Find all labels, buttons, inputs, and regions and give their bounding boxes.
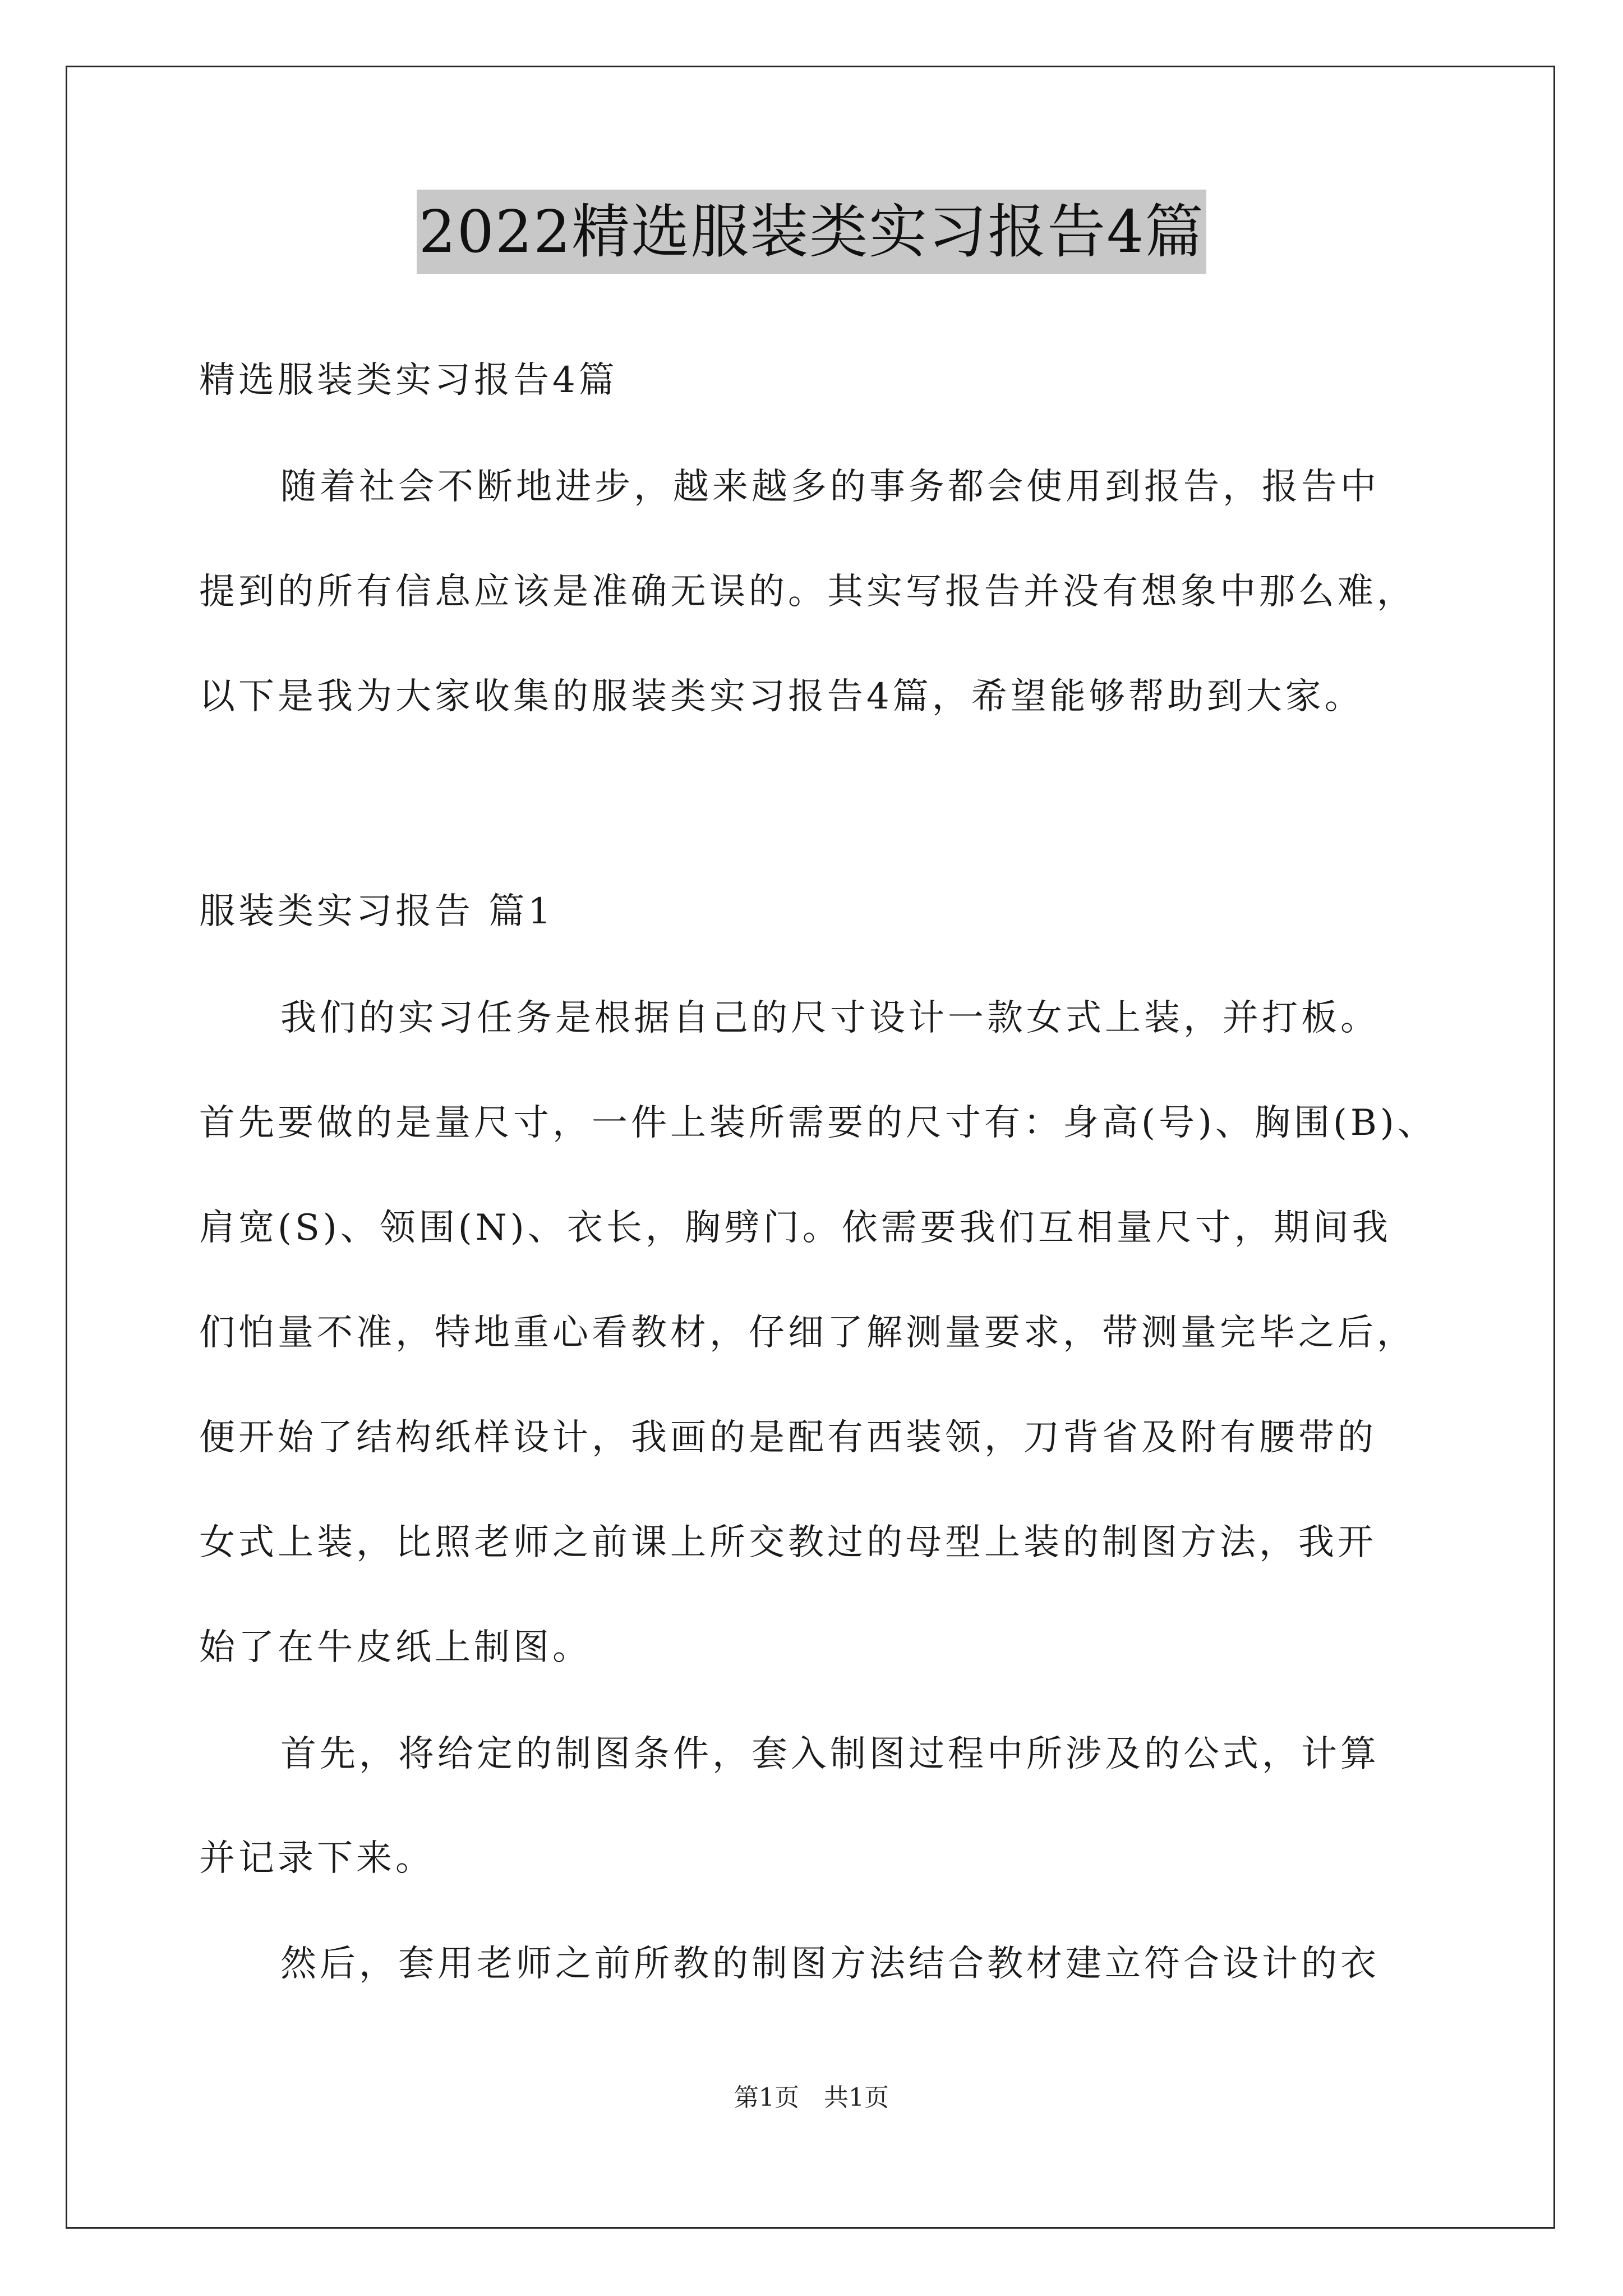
document-title: 2022精选服装类实习报告4篇	[417, 190, 1207, 274]
section1-line-10: 然后，套用老师之前所教的制图方法结合教材建立符合设计的衣	[280, 1943, 1380, 1985]
section1-line-6: 女式上装，比照老师之前课上所交教过的母型上装的制图方法，我开	[199, 1522, 1377, 1563]
section1-line-9: 并记录下来。	[199, 1838, 435, 1879]
section1-line-4: 们怕量不准，特地重心看教材，仔细了解测量要求，带测量完毕之后，	[199, 1312, 1416, 1354]
section1-line-8: 首先，将给定的制图条件，套入制图过程中所涉及的公式，计算	[280, 1733, 1380, 1775]
intro-line-3: 以下是我为大家收集的服装类实习报告4篇，希望能够帮助到大家。	[199, 676, 1364, 717]
intro-line-1: 随着社会不断地进步，越来越多的事务都会使用到报告，报告中	[280, 466, 1380, 508]
intro-line-2: 提到的所有信息应该是准确无误的。其实写报告并没有想象中那么难，	[199, 571, 1416, 613]
section-heading-1: 服装类实习报告 篇1	[199, 891, 555, 932]
section1-line-2: 首先要做的是量尺寸，一件上装所需要的尺寸有：身高(号)、胸围(B)、	[199, 1102, 1437, 1144]
section1-line-1: 我们的实习任务是根据自己的尺寸设计一款女式上装，并打板。	[280, 997, 1380, 1039]
section1-line-3: 肩宽(S)、领围(N)、衣长，胸劈门。依需要我们互相量尺寸，期间我	[199, 1207, 1391, 1249]
section1-line-5: 便开始了结构纸样设计，我画的是配有西装领，刀背省及附有腰带的	[199, 1417, 1377, 1458]
document-subtitle: 精选服装类实习报告4篇	[199, 360, 618, 401]
section1-line-7: 始了在牛皮纸上制图。	[199, 1627, 592, 1668]
page-footer: 第1页 共1页	[734, 2083, 889, 2112]
title-block	[0, 190, 1623, 274]
